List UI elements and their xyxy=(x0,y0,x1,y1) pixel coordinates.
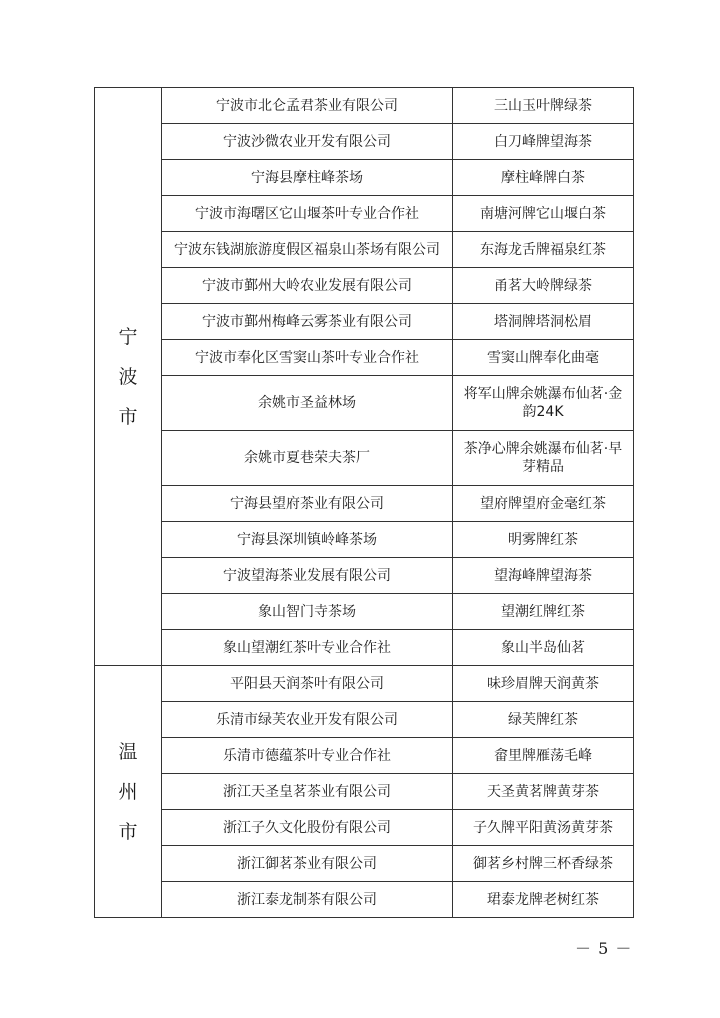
table-row xyxy=(95,124,634,160)
table-row xyxy=(95,196,634,232)
table-row xyxy=(95,340,634,376)
company-cell: 余姚市圣益林场 xyxy=(162,376,453,431)
product-cell: 塔洞牌塔洞松眉 xyxy=(453,304,634,340)
company-cell: 平阳县天润茶叶有限公司 xyxy=(162,666,453,702)
product-cell: 摩柱峰牌白茶 xyxy=(453,160,634,196)
table-row xyxy=(95,486,634,522)
table-row xyxy=(95,774,634,810)
company-cell: 宁海县望府茶业有限公司 xyxy=(162,486,453,522)
table-row xyxy=(95,702,634,738)
city-cell xyxy=(95,88,162,666)
city-char: 市 xyxy=(118,820,138,843)
product-cell: 甬茗大岭牌绿茶 xyxy=(453,268,634,304)
page-number: － 5 － xyxy=(575,939,633,958)
company-cell: 浙江天圣皇茗茶业有限公司 xyxy=(162,774,453,810)
company-cell: 宁波市北仑孟君茶业有限公司 xyxy=(162,88,453,124)
product-cell: 天圣黄茗牌黄芽茶 xyxy=(453,774,634,810)
tea-table xyxy=(94,87,634,918)
product-cell: 望府牌望府金毫红茶 xyxy=(453,486,634,522)
product-cell: 明雾牌红茶 xyxy=(453,522,634,558)
city-name xyxy=(95,317,161,437)
city-char: 波 xyxy=(118,365,138,388)
city-char: 州 xyxy=(118,780,138,803)
product-cell: 子久牌平阳黄汤黄芽茶 xyxy=(453,810,634,846)
company-cell: 余姚市夏巷荣夫茶厂 xyxy=(162,431,453,486)
city-name xyxy=(95,732,161,852)
table-row xyxy=(95,630,634,666)
table-row xyxy=(95,738,634,774)
table-row xyxy=(95,882,634,918)
tea-table-body xyxy=(95,88,634,918)
company-cell: 象山望潮红茶叶专业合作社 xyxy=(162,630,453,666)
product-cell: 绿芙牌红茶 xyxy=(453,702,634,738)
table-row xyxy=(95,88,634,124)
table-row xyxy=(95,558,634,594)
product-cell: 望海峰牌望海茶 xyxy=(453,558,634,594)
product-cell: 味珍眉牌天润黄茶 xyxy=(453,666,634,702)
company-cell: 宁波沙微农业开发有限公司 xyxy=(162,124,453,160)
product-cell: 畲里牌雁荡毛峰 xyxy=(453,738,634,774)
company-cell: 浙江泰龙制茶有限公司 xyxy=(162,882,453,918)
company-cell: 宁海县摩柱峰茶场 xyxy=(162,160,453,196)
product-cell: 望潮红牌红茶 xyxy=(453,594,634,630)
product-cell: 三山玉叶牌绿茶 xyxy=(453,88,634,124)
product-cell: 雪窦山牌奉化曲毫 xyxy=(453,340,634,376)
company-cell: 乐清市德蕴茶叶专业合作社 xyxy=(162,738,453,774)
company-cell: 乐清市绿芙农业开发有限公司 xyxy=(162,702,453,738)
table-row xyxy=(95,160,634,196)
company-cell: 象山智门寺茶场 xyxy=(162,594,453,630)
company-cell: 宁波东钱湖旅游度假区福泉山茶场有限公司 xyxy=(162,232,453,268)
product-cell: 茶净心牌余姚瀑布仙茗·早芽精品 xyxy=(453,431,634,486)
city-char: 市 xyxy=(118,405,138,428)
product-cell: 东海龙舌牌福泉红茶 xyxy=(453,232,634,268)
table-row xyxy=(95,304,634,340)
company-cell: 宁海县深圳镇岭峰茶场 xyxy=(162,522,453,558)
company-cell: 浙江御茗茶业有限公司 xyxy=(162,846,453,882)
company-cell: 宁波市海曙区它山堰茶叶专业合作社 xyxy=(162,196,453,232)
table-row xyxy=(95,268,634,304)
product-cell: 御茗乡村牌三杯香绿茶 xyxy=(453,846,634,882)
company-cell: 宁波市奉化区雪窦山茶叶专业合作社 xyxy=(162,340,453,376)
table-row xyxy=(95,376,634,431)
table-row xyxy=(95,666,634,702)
product-cell: 珺泰龙牌老树红茶 xyxy=(453,882,634,918)
city-cell xyxy=(95,666,162,918)
table-row xyxy=(95,232,634,268)
table-row xyxy=(95,431,634,486)
product-cell: 南塘河牌它山堰白茶 xyxy=(453,196,634,232)
city-char: 宁 xyxy=(118,325,138,348)
table-row xyxy=(95,522,634,558)
company-cell: 宁波市鄞州梅峰云雾茶业有限公司 xyxy=(162,304,453,340)
product-cell: 将军山牌余姚瀑布仙茗·金韵24K xyxy=(453,376,634,431)
company-cell: 浙江子久文化股份有限公司 xyxy=(162,810,453,846)
table-row xyxy=(95,594,634,630)
product-cell: 白刀峰牌望海茶 xyxy=(453,124,634,160)
company-cell: 宁波市鄞州大岭农业发展有限公司 xyxy=(162,268,453,304)
city-char: 温 xyxy=(118,740,138,763)
company-cell: 宁波望海茶业发展有限公司 xyxy=(162,558,453,594)
table-row xyxy=(95,810,634,846)
table-row xyxy=(95,846,634,882)
product-cell: 象山半岛仙茗 xyxy=(453,630,634,666)
